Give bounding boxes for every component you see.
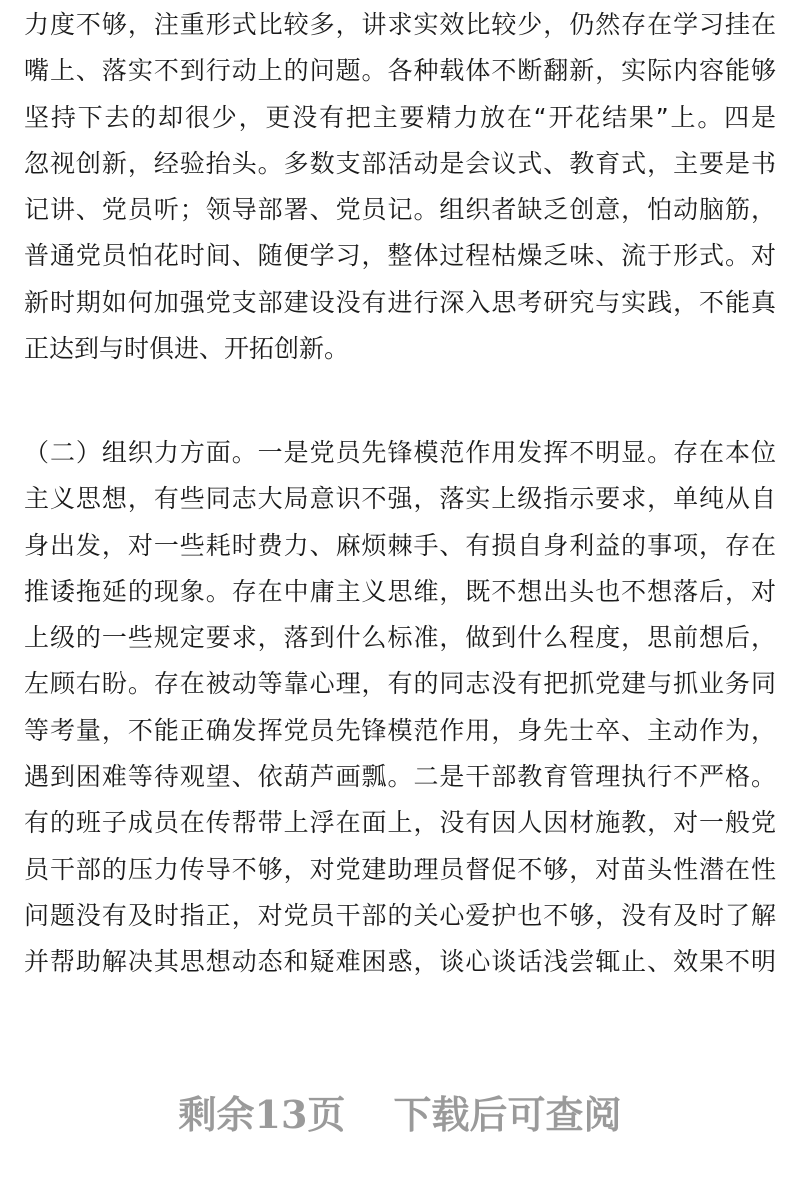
text-line: 并帮助解决其思想动态和疑难困惑，谈心谈话浅尝辄止、效果不明	[24, 947, 776, 977]
text-line: （二）组织力方面。一是党员先锋模范作用发挥不明显。存在本位	[24, 438, 776, 467]
text-line: 身出发，对一些耗时费力、麻烦棘手、有损自身利益的事项，存在	[24, 530, 776, 560]
text-line: 记讲、党员听；领导部署、党员记。组织者缺乏创意，怕动脑筋，	[24, 195, 776, 225]
text-line: 有的班子成员在传帮带上浮在面上，没有因人因材施教，对一般党	[24, 808, 776, 838]
text-line: 坚持下去的却很少，更没有把主要精力放在“开花结果”上。四是	[24, 102, 776, 132]
paragraph-1	[24, 2, 776, 372]
text-line: 嘴上、落实不到行动上的问题。各种载体不断翻新，实际内容能够	[24, 56, 776, 86]
text-line: 上级的一些规定要求，落到什么标准，做到什么程度，思前想后，	[24, 623, 776, 653]
text-line: 遇到困难等待观望、依葫芦画瓢。二是干部教育管理执行不严格。	[24, 762, 776, 792]
text-line: 新时期如何加强党支部建设没有进行深入思考研究与实践，不能真	[24, 287, 776, 317]
text-line: 推诿拖延的现象。存在中庸主义思维，既不想出头也不想落后，对	[24, 576, 776, 606]
text-line: 主义思想，有些同志大局意识不强，落实上级指示要求，单纯从自	[24, 484, 776, 514]
text-line: 正达到与时俱进、开拓创新。	[24, 334, 350, 364]
paragraph-2	[24, 430, 776, 986]
text-line: 普通党员怕花时间、随便学习，整体过程枯燥乏味、流于形式。对	[24, 241, 776, 271]
text-line: 左顾右盼。存在被动等靠心理，有的同志没有把抓党建与抓业务同	[24, 669, 776, 699]
text-line: 员干部的压力传导不够，对党建助理员督促不够，对苗头性潜在性	[24, 854, 776, 884]
text-line: 忽视创新，经验抬头。多数支部活动是会议式、教育式，主要是书	[24, 148, 776, 178]
download-prompt[interactable]	[0, 1084, 800, 1139]
text-line: 问题没有及时指正，对党员干部的关心爱护也不够，没有及时了解	[24, 900, 776, 930]
text-line: 力度不够，注重形式比较多，讲求实效比较少，仍然存在学习挂在	[24, 10, 776, 39]
remaining-pages-label: 剩余13页	[178, 1092, 346, 1137]
download-to-view-label: 下载后可查阅	[393, 1092, 622, 1137]
text-line: 等考量，不能正确发挥党员先锋模范作用，身先士卒、主动作为，	[24, 715, 776, 745]
